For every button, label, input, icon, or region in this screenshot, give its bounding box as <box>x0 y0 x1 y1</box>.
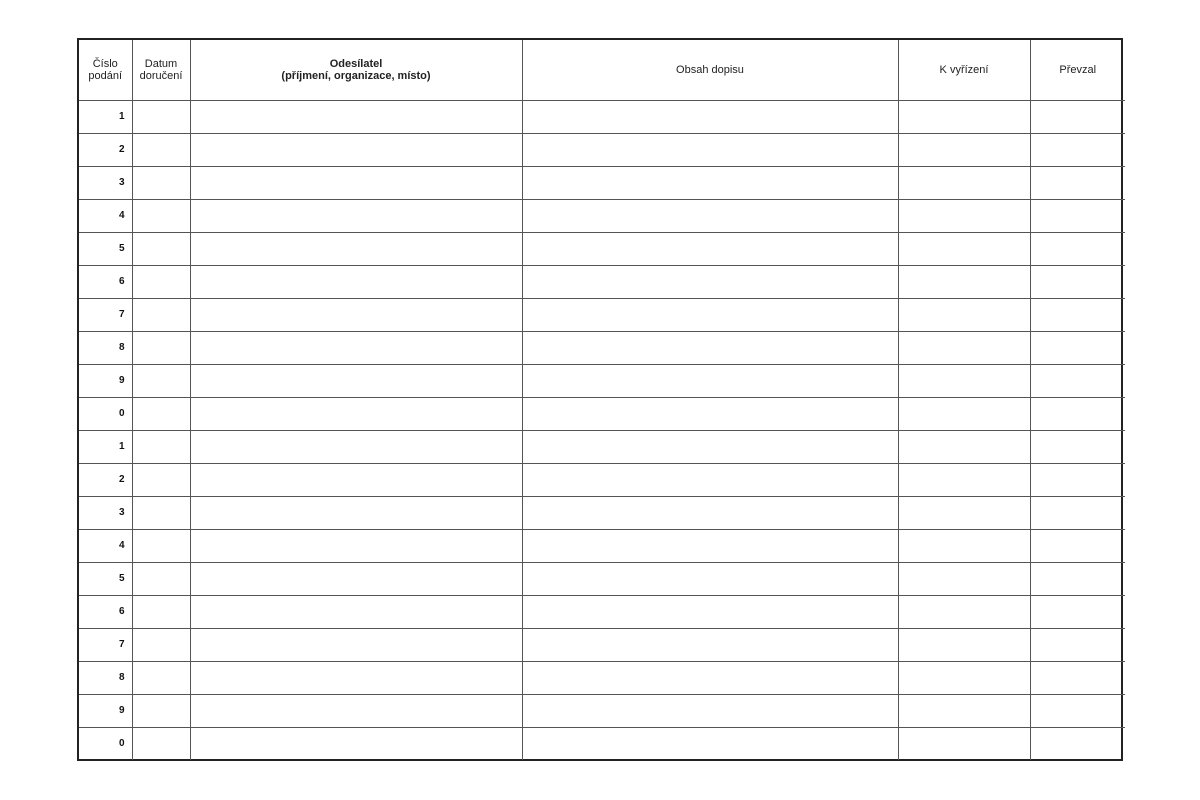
cell-prevzal[interactable] <box>1030 496 1125 529</box>
cell-datum[interactable] <box>132 397 190 430</box>
cell-datum[interactable] <box>132 232 190 265</box>
cell-datum[interactable] <box>132 331 190 364</box>
header-cislo-podani <box>79 40 132 100</box>
header-odesilatel-line1: Odesílatel <box>329 57 383 70</box>
cell-vyrizeni[interactable] <box>898 100 1030 133</box>
cell-vyrizeni[interactable] <box>898 298 1030 331</box>
cell-vyrizeni[interactable] <box>898 463 1030 496</box>
cell-prevzal[interactable] <box>1030 562 1125 595</box>
cell-datum[interactable] <box>132 727 190 760</box>
cell-datum[interactable] <box>132 100 190 133</box>
cell-odesilatel[interactable] <box>190 595 522 628</box>
cell-prevzal[interactable] <box>1030 232 1125 265</box>
cell-obsah[interactable] <box>522 166 898 199</box>
cell-datum[interactable] <box>132 364 190 397</box>
cell-datum[interactable] <box>132 166 190 199</box>
mail-register-table <box>79 40 1125 760</box>
cell-obsah[interactable] <box>522 232 898 265</box>
cell-obsah[interactable] <box>522 430 898 463</box>
cell-prevzal[interactable] <box>1030 727 1125 760</box>
cell-odesilatel[interactable] <box>190 694 522 727</box>
row-number: 3 <box>79 166 132 199</box>
header-odesilatel-line2: (příjmení, organizace, místo) <box>281 69 431 82</box>
cell-prevzal[interactable] <box>1030 463 1125 496</box>
cell-vyrizeni[interactable] <box>898 562 1030 595</box>
table-row <box>79 529 1125 562</box>
cell-prevzal[interactable] <box>1030 166 1125 199</box>
cell-obsah[interactable] <box>522 562 898 595</box>
cell-vyrizeni[interactable] <box>898 265 1030 298</box>
table-row <box>79 397 1125 430</box>
table-row <box>79 199 1125 232</box>
cell-datum[interactable] <box>132 496 190 529</box>
cell-odesilatel[interactable] <box>190 562 522 595</box>
cell-prevzal[interactable] <box>1030 298 1125 331</box>
table-row <box>79 496 1125 529</box>
cell-vyrizeni[interactable] <box>898 628 1030 661</box>
cell-odesilatel[interactable] <box>190 133 522 166</box>
header-datum-doruceni <box>132 40 190 100</box>
table-row <box>79 595 1125 628</box>
cell-obsah[interactable] <box>522 133 898 166</box>
cell-obsah[interactable] <box>522 331 898 364</box>
row-number: 4 <box>79 199 132 232</box>
row-number: 2 <box>79 463 132 496</box>
table-row <box>79 298 1125 331</box>
cell-datum[interactable] <box>132 430 190 463</box>
header-datum-line1: Datum <box>144 57 178 70</box>
table-row <box>79 628 1125 661</box>
cell-odesilatel[interactable] <box>190 397 522 430</box>
cell-prevzal[interactable] <box>1030 364 1125 397</box>
row-number: 8 <box>79 661 132 694</box>
cell-obsah[interactable] <box>522 397 898 430</box>
cell-vyrizeni[interactable] <box>898 595 1030 628</box>
table-row <box>79 166 1125 199</box>
cell-obsah[interactable] <box>522 628 898 661</box>
cell-datum[interactable] <box>132 628 190 661</box>
cell-odesilatel[interactable] <box>190 430 522 463</box>
register-sheet <box>77 38 1123 761</box>
cell-prevzal[interactable] <box>1030 100 1125 133</box>
cell-vyrizeni[interactable] <box>898 397 1030 430</box>
cell-odesilatel[interactable] <box>190 496 522 529</box>
cell-obsah[interactable] <box>522 199 898 232</box>
header-cislo-line2: podání <box>88 69 123 82</box>
cell-prevzal[interactable] <box>1030 595 1125 628</box>
cell-prevzal[interactable] <box>1030 529 1125 562</box>
header-cislo-line1: Číslo <box>92 57 118 70</box>
cell-odesilatel[interactable] <box>190 529 522 562</box>
cell-odesilatel[interactable] <box>190 199 522 232</box>
cell-odesilatel[interactable] <box>190 463 522 496</box>
cell-obsah[interactable] <box>522 694 898 727</box>
cell-prevzal[interactable] <box>1030 133 1125 166</box>
cell-vyrizeni[interactable] <box>898 232 1030 265</box>
cell-odesilatel[interactable] <box>190 661 522 694</box>
row-number: 9 <box>79 694 132 727</box>
cell-obsah[interactable] <box>522 529 898 562</box>
row-number: 0 <box>79 727 132 760</box>
table-row <box>79 133 1125 166</box>
cell-datum[interactable] <box>132 562 190 595</box>
cell-odesilatel[interactable] <box>190 364 522 397</box>
row-number: 4 <box>79 529 132 562</box>
cell-odesilatel[interactable] <box>190 727 522 760</box>
table-row <box>79 727 1125 760</box>
header-k-vyrizeni: K vyřízení <box>898 40 1030 100</box>
table-row <box>79 232 1125 265</box>
row-number: 9 <box>79 364 132 397</box>
cell-obsah[interactable] <box>522 727 898 760</box>
cell-obsah[interactable] <box>522 496 898 529</box>
cell-prevzal[interactable] <box>1030 430 1125 463</box>
cell-prevzal[interactable] <box>1030 694 1125 727</box>
row-number: 1 <box>79 100 132 133</box>
cell-odesilatel[interactable] <box>190 331 522 364</box>
table-row <box>79 430 1125 463</box>
header-prevzal: Převzal <box>1030 40 1125 100</box>
cell-vyrizeni[interactable] <box>898 199 1030 232</box>
cell-vyrizeni[interactable] <box>898 166 1030 199</box>
register-body <box>79 100 1125 760</box>
row-number: 7 <box>79 628 132 661</box>
header-obsah-dopisu: Obsah dopisu <box>522 40 898 100</box>
table-row <box>79 331 1125 364</box>
row-number: 1 <box>79 430 132 463</box>
row-number: 5 <box>79 232 132 265</box>
header-datum-line2: doručení <box>139 69 183 82</box>
cell-vyrizeni[interactable] <box>898 364 1030 397</box>
cell-vyrizeni[interactable] <box>898 727 1030 760</box>
cell-datum[interactable] <box>132 265 190 298</box>
table-row <box>79 562 1125 595</box>
cell-obsah[interactable] <box>522 298 898 331</box>
cell-datum[interactable] <box>132 694 190 727</box>
table-row <box>79 463 1125 496</box>
cell-obsah[interactable] <box>522 661 898 694</box>
row-number: 6 <box>79 265 132 298</box>
cell-datum[interactable] <box>132 595 190 628</box>
cell-prevzal[interactable] <box>1030 397 1125 430</box>
cell-odesilatel[interactable] <box>190 232 522 265</box>
row-number: 5 <box>79 562 132 595</box>
cell-datum[interactable] <box>132 661 190 694</box>
cell-odesilatel[interactable] <box>190 628 522 661</box>
cell-odesilatel[interactable] <box>190 298 522 331</box>
cell-vyrizeni[interactable] <box>898 529 1030 562</box>
cell-odesilatel[interactable] <box>190 265 522 298</box>
table-row <box>79 661 1125 694</box>
header-row <box>79 40 1125 100</box>
cell-datum[interactable] <box>132 199 190 232</box>
cell-prevzal[interactable] <box>1030 199 1125 232</box>
cell-obsah[interactable] <box>522 265 898 298</box>
row-number: 0 <box>79 397 132 430</box>
cell-obsah[interactable] <box>522 595 898 628</box>
cell-odesilatel[interactable] <box>190 166 522 199</box>
table-row <box>79 694 1125 727</box>
row-number: 2 <box>79 133 132 166</box>
table-row <box>79 265 1125 298</box>
row-number: 3 <box>79 496 132 529</box>
cell-obsah[interactable] <box>522 463 898 496</box>
row-number: 7 <box>79 298 132 331</box>
cell-vyrizeni[interactable] <box>898 430 1030 463</box>
table-row <box>79 364 1125 397</box>
cell-obsah[interactable] <box>522 364 898 397</box>
cell-prevzal[interactable] <box>1030 661 1125 694</box>
cell-vyrizeni[interactable] <box>898 331 1030 364</box>
row-number: 6 <box>79 595 132 628</box>
cell-vyrizeni[interactable] <box>898 661 1030 694</box>
cell-vyrizeni[interactable] <box>898 694 1030 727</box>
cell-vyrizeni[interactable] <box>898 133 1030 166</box>
row-number: 8 <box>79 331 132 364</box>
cell-vyrizeni[interactable] <box>898 496 1030 529</box>
cell-datum[interactable] <box>132 133 190 166</box>
cell-datum[interactable] <box>132 529 190 562</box>
cell-prevzal[interactable] <box>1030 628 1125 661</box>
cell-odesilatel[interactable] <box>190 100 522 133</box>
header-odesilatel <box>190 40 522 100</box>
cell-prevzal[interactable] <box>1030 265 1125 298</box>
cell-obsah[interactable] <box>522 100 898 133</box>
cell-datum[interactable] <box>132 298 190 331</box>
cell-datum[interactable] <box>132 463 190 496</box>
table-row <box>79 100 1125 133</box>
cell-prevzal[interactable] <box>1030 331 1125 364</box>
